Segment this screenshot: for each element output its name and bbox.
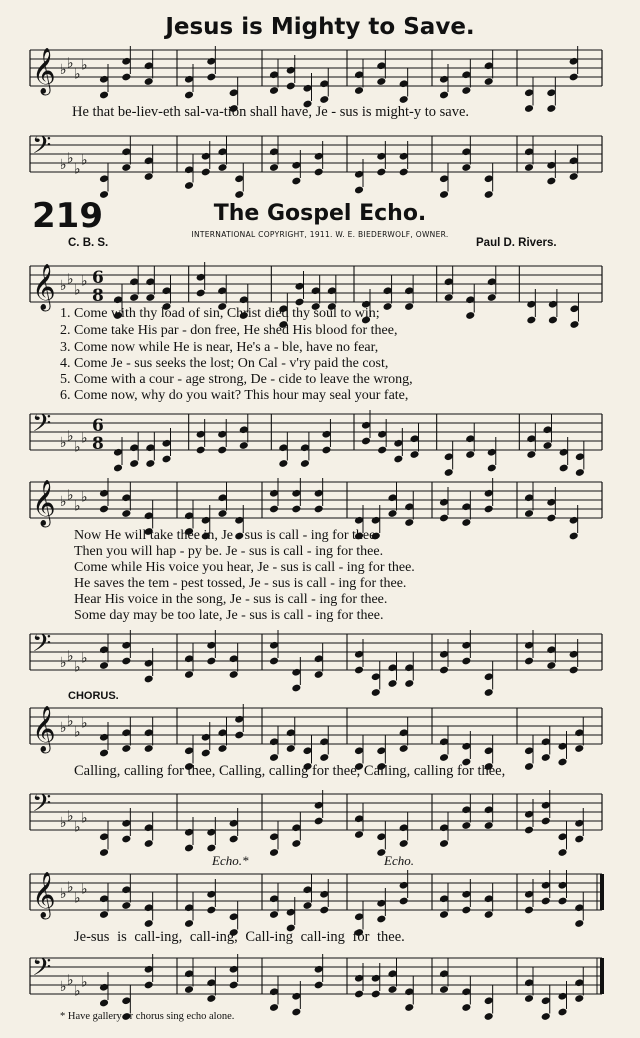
system4-bass-staff	[0, 953, 640, 1002]
verse-3-line-2: Come while His voice you hear, Je - sus is call - ing for thee.	[74, 560, 415, 575]
svg-text:♭: ♭	[67, 648, 74, 665]
svg-text:♭: ♭	[60, 278, 67, 294]
verse-1-line-1: 1. Come with thy load of sin, Christ died thy soul to win;	[60, 306, 380, 321]
svg-text:♭: ♭	[74, 498, 81, 515]
system1-bass-staff	[0, 409, 640, 458]
svg-text:♭: ♭	[67, 972, 74, 989]
prev-hymn-treble-staff	[0, 48, 640, 94]
svg-text:𝄢: 𝄢	[32, 789, 52, 824]
svg-text:♭: ♭	[81, 489, 88, 506]
svg-text:𝄞: 𝄞	[32, 872, 56, 918]
chorus-lyric-1: Calling, calling for thee, Calling, calling for thee, Calling, calling for thee,	[74, 763, 506, 779]
svg-text:♭: ♭	[81, 810, 88, 827]
prev-hymn-bass-staff	[0, 131, 640, 180]
svg-text:♭: ♭	[74, 66, 81, 83]
verse-1-line-2: Now He will take thee in, Je - sus is call - ing for thee.	[74, 528, 379, 543]
system2-bass-staff	[0, 629, 640, 678]
svg-text:♭: ♭	[60, 886, 67, 902]
svg-text:♭: ♭	[67, 428, 74, 445]
system2-treble-staff	[0, 480, 640, 526]
svg-text:♭: ♭	[60, 720, 67, 736]
svg-text:♭: ♭	[67, 879, 74, 896]
prev-hymn-lyric: He that be-liev-eth sal-va-tion shall have, Je - sus is might-y to save.	[72, 104, 470, 120]
verse-5-line-1: 5. Come with a cour - age strong, De - cide to leave the wrong,	[60, 372, 413, 387]
svg-text:6: 6	[92, 268, 104, 288]
svg-text:♭: ♭	[67, 713, 74, 730]
svg-text:♭: ♭	[60, 655, 67, 671]
svg-text:♭: ♭	[81, 974, 88, 991]
verse-2-line-2: Then you will hap - py be. Je - sus is call - ing for thee.	[74, 544, 384, 559]
verse-6-line-1: 6. Come now, why do you wait? This hour may seal your fate,	[60, 388, 409, 403]
verse-6-line-2: Some day may be too late, Je - sus is call - ing for thee.	[74, 608, 384, 623]
svg-text:♭: ♭	[74, 659, 81, 676]
footnote: * Have gallery or chorus sing echo alone.	[60, 1011, 235, 1022]
svg-text:♭: ♭	[81, 881, 88, 898]
svg-text:♭: ♭	[60, 157, 67, 173]
svg-text:♭: ♭	[67, 150, 74, 167]
svg-text:𝄢: 𝄢	[32, 629, 52, 664]
svg-text:♭: ♭	[60, 815, 67, 831]
svg-text:𝄢: 𝄢	[32, 131, 52, 166]
svg-text:♭: ♭	[81, 715, 88, 732]
svg-text:♭: ♭	[74, 890, 81, 907]
svg-text:♭: ♭	[74, 983, 81, 1000]
svg-text:♭: ♭	[60, 62, 67, 78]
echo-label-1: Echo.*	[212, 853, 249, 868]
svg-text:♭: ♭	[60, 435, 67, 451]
echo-label-2: Echo.	[384, 853, 414, 868]
svg-text:𝄞: 𝄞	[32, 264, 56, 310]
svg-text:6: 6	[92, 416, 104, 436]
svg-text:𝄢: 𝄢	[32, 409, 52, 444]
chorus-label: CHORUS.	[68, 690, 119, 702]
svg-text:♭: ♭	[81, 57, 88, 74]
chorus-lyric-2: Je-sus is call-ing, call-ing, Call-ing call-ing for thee.	[74, 929, 405, 945]
svg-text:♭: ♭	[67, 808, 74, 825]
svg-text:♭: ♭	[74, 282, 81, 299]
verse-4-line-2: He saves the tem - pest tossed, Je - sus is call - ing for thee.	[74, 576, 407, 591]
svg-text:𝄢: 𝄢	[32, 953, 52, 988]
svg-text:𝄞: 𝄞	[32, 480, 56, 526]
svg-text:♭: ♭	[74, 724, 81, 741]
verse-2-line-1: 2. Come take His par - don free, He shed His blood for thee,	[60, 323, 398, 338]
verse-4-line-1: 4. Come Je - sus seeks the lost; On Cal - v'ry paid the cost,	[60, 356, 389, 371]
svg-text:♭: ♭	[81, 152, 88, 169]
system4-treble-staff	[0, 872, 640, 918]
svg-text:♭: ♭	[74, 161, 81, 178]
hymn-number: 219	[32, 196, 103, 236]
prev-hymn-title: Jesus is Mighty to Save.	[165, 14, 475, 40]
verse-3-line-1: 3. Come now while He is near, He's a - ble, have no fear,	[60, 340, 379, 355]
svg-text:♭: ♭	[60, 494, 67, 510]
system3-bass-staff	[0, 789, 640, 838]
system3-treble-staff	[0, 706, 640, 752]
svg-text:♭: ♭	[74, 439, 81, 456]
svg-text:♭: ♭	[67, 487, 74, 504]
system1-treble-staff	[0, 264, 640, 310]
svg-text:♭: ♭	[60, 979, 67, 995]
svg-text:𝄞: 𝄞	[32, 706, 56, 752]
svg-text:♭: ♭	[81, 650, 88, 667]
svg-text:♭: ♭	[67, 55, 74, 72]
copyright-notice: INTERNATIONAL COPYRIGHT, 1911. W. E. BIEDERWOLF, OWNER.	[191, 230, 449, 239]
words-credit: C. B. S.	[68, 237, 109, 249]
music-credit: Paul D. Rivers.	[476, 237, 557, 249]
svg-text:𝄞: 𝄞	[32, 48, 56, 94]
hymn-title: The Gospel Echo.	[213, 201, 427, 226]
svg-text:♭: ♭	[74, 819, 81, 836]
svg-text:♭: ♭	[81, 273, 88, 290]
svg-text:♭: ♭	[81, 430, 88, 447]
svg-text:♭: ♭	[67, 271, 74, 288]
verse-5-line-2: Hear His voice in the song, Je - sus is call - ing for thee.	[74, 592, 388, 607]
svg-text:8: 8	[92, 434, 104, 454]
svg-text:8: 8	[92, 286, 104, 306]
